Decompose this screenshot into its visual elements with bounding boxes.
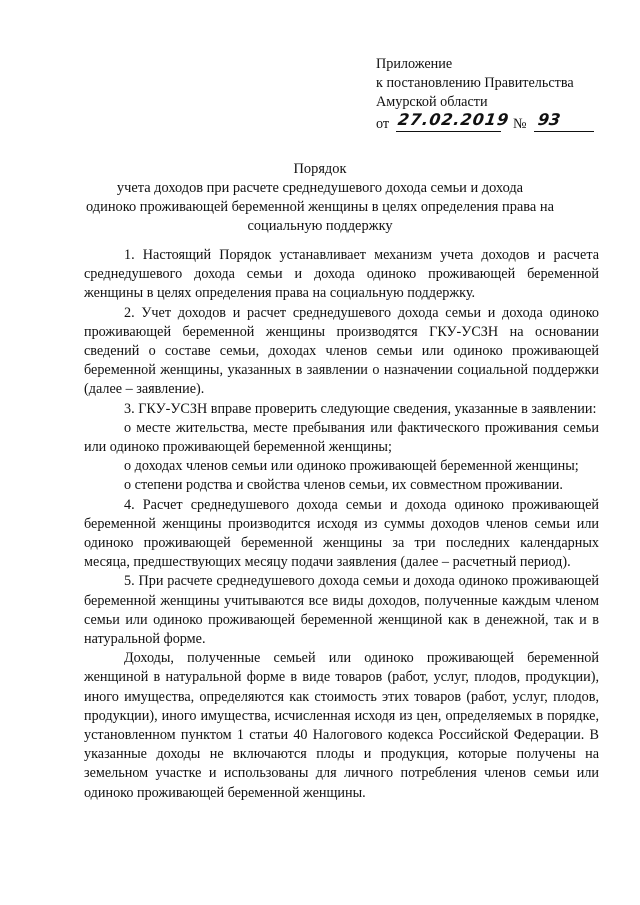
number-label: № [513, 116, 527, 132]
appendix-line-3: Амурской области [376, 94, 488, 110]
appendix-line-2: к постановлению Правительства [376, 75, 574, 91]
paragraph-2: 2. Учет доходов и расчет среднедушевого дохода семьи и дохода одиноко проживающей беременной женщины производятся ГКУ-УСЗН на основании сведений о составе семьи, доходах членов семьи или одиноко проживающей беременной женщины, указанных в заявлении о назначении социальной поддержки (далее – заявление). [84, 304, 599, 398]
title-line-3: одиноко проживающей беременной женщины в целях определения права на [86, 199, 554, 215]
paragraph-3: 3. ГКУ-УСЗН вправе проверить следующие сведения, указанные в заявлении: [124, 400, 597, 417]
title-line-4: социальную поддержку [247, 218, 393, 234]
title-line-1: Порядок [293, 161, 347, 177]
paragraph-3-item-1: о месте жительства, месте пребывания или фактического проживания семьи или одиноко проживающей беременной женщины; [84, 419, 599, 456]
paragraph-1: 1. Настоящий Порядок устанавливает механизм учета доходов и расчета среднедушевого дохода семьи и дохода одиноко проживающей беременной женщины в целях определения права на социальную поддержку. [84, 247, 599, 302]
handwritten-date: 27.02.2019 [396, 110, 511, 129]
date-field [396, 110, 511, 132]
document-body [84, 246, 599, 803]
number-field [534, 110, 594, 132]
paragraph-5-continued: Доходы, полученные семьей или одиноко проживающей беременной женщиной в натуральной форме в виде товаров (работ, услуг, плодов, продукции), иного имущества, определяются как стоимость этих товаров (работ, услуг, плодов, продукции), иного имущества, исчисленная исходя из цен, определяемых в порядке, установленном пунктом 1 статьи 40 Налогового кодекса Российской Федерации. В указанные доходы не включаются плоды и продукция, которые получены на земельном участке и использованы для личного потребления членов семьи или одиноко проживающей беременной женщины. [84, 650, 599, 801]
paragraph-5: 5. При расчете среднедушевого дохода семьи и дохода одиноко проживающей беременной женщины учитываются все виды доходов, полученные каждым членом семьи или одиноко проживающей беременной женщиной как в денежной, так и в натуральной форме. [84, 573, 599, 648]
date-number-line [376, 112, 626, 136]
paragraph-3-item-2: о доходах членов семьи или одиноко проживающей беременной женщины; [124, 458, 579, 475]
appendix-line-1: Приложение [376, 56, 453, 72]
paragraph-4: 4. Расчет среднедушевого дохода семьи и дохода одиноко проживающей беременной женщины производится исходя из суммы доходов членов семьи или одиноко проживающей беременной женщины за три последних календарных месяца, предшествующих месяцу подачи заявления (далее – расчетный период). [84, 496, 599, 571]
handwritten-number: 93 [536, 110, 562, 129]
title-line-2: учета доходов при расчете среднедушевого дохода семьи и дохода [116, 180, 524, 196]
document-title [80, 160, 560, 236]
date-prefix: от [376, 116, 390, 132]
appendix-block [376, 55, 626, 136]
paragraph-3-item-3: о степени родства и свойства членов семьи, их совместном проживании. [124, 477, 563, 494]
